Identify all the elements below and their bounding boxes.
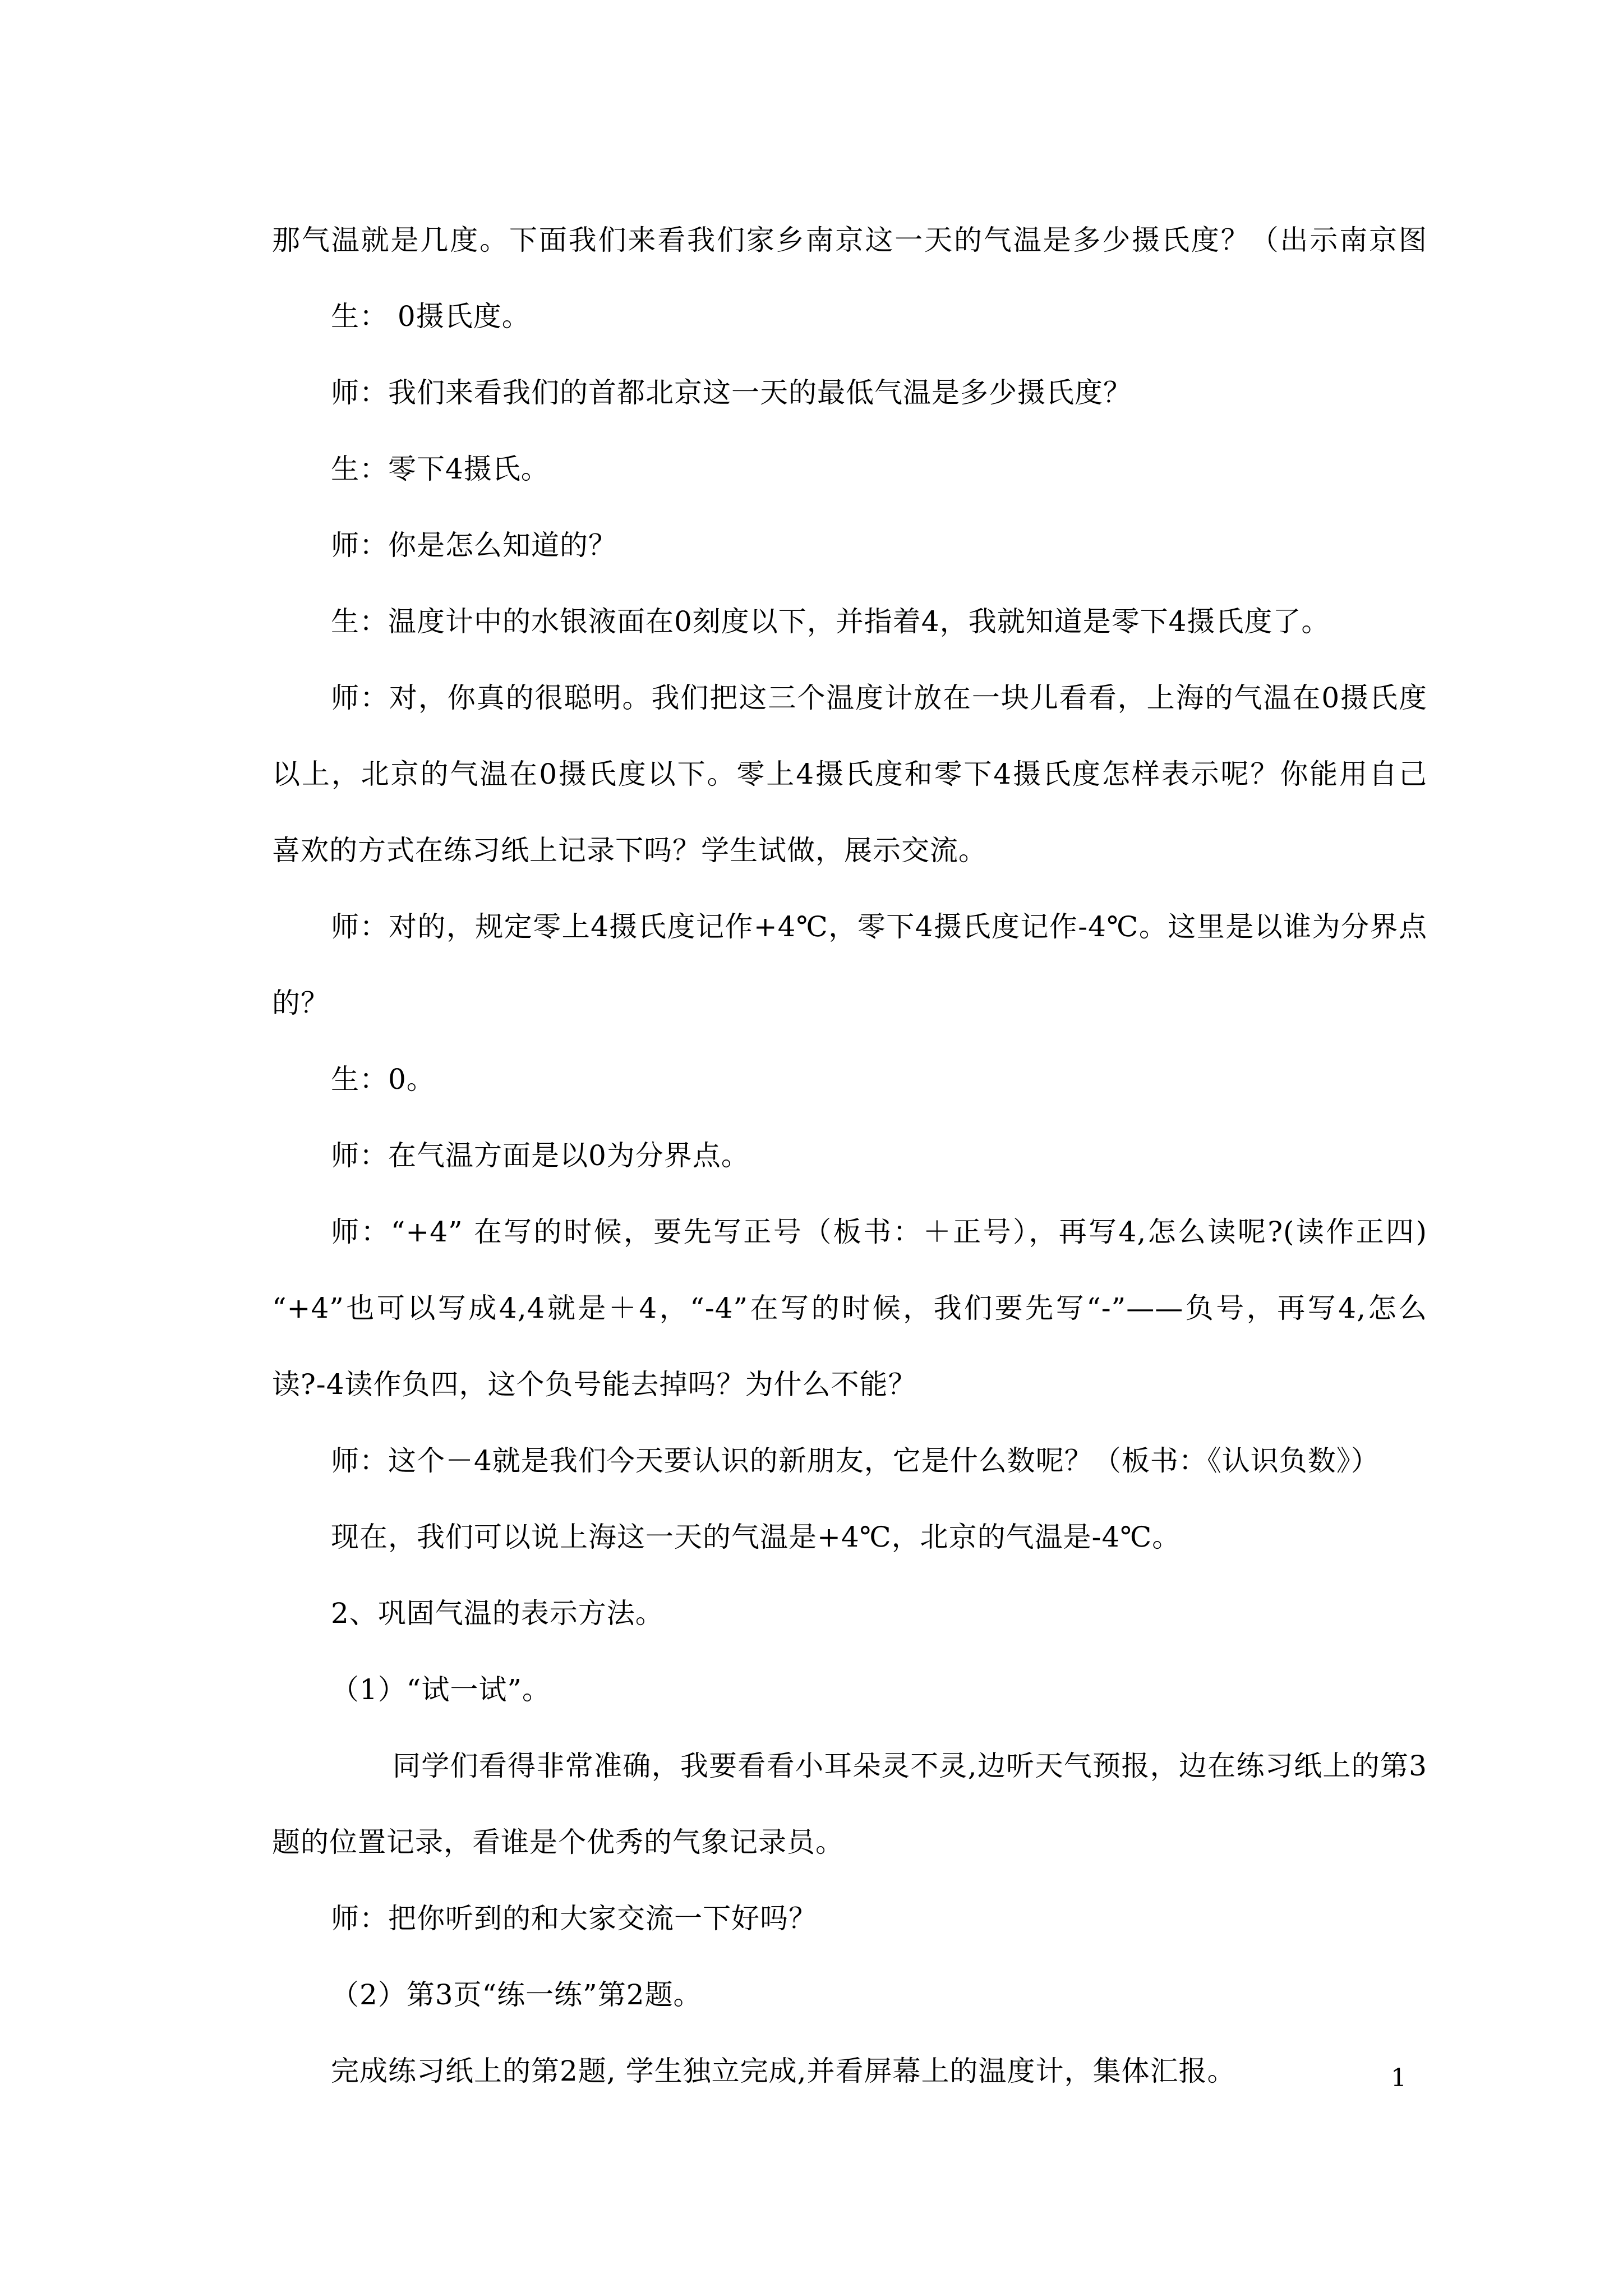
- paragraph-line: “+4”也可以写成4,4就是＋4，“-4”在写的时候，我们要先写“-”——负号，再写4,怎么: [272, 1292, 1427, 1324]
- paragraph-line: 师：我们来看我们的首都北京这一天的最低气温是多少摄氏度？: [331, 376, 1132, 409]
- paragraph-line: 师：这个－4就是我们今天要认识的新朋友，它是什么数呢？（板书：《认识负数》）: [331, 1444, 1380, 1477]
- paragraph-line: 的？: [272, 987, 329, 1019]
- paragraph-line: 生：零下4摄氏。: [331, 453, 550, 485]
- paragraph-line: 师：在气温方面是以0为分界点。: [331, 1139, 750, 1172]
- paragraph-line: 同学们看得非常准确，我要看看小耳朵灵不灵,边听天气预报，边在练习纸上的第3: [393, 1750, 1427, 1782]
- paragraph-line: 喜欢的方式在练习纸上记录下吗？学生试做，展示交流。: [272, 834, 987, 867]
- paragraph-line: 以上，北京的气温在0摄氏度以下。零上4摄氏度和零下4摄氏度怎样表示呢？你能用自己: [272, 758, 1427, 790]
- paragraph-line: 2、巩固气温的表示方法。: [331, 1597, 664, 1630]
- paragraph-line: 现在，我们可以说上海这一天的气温是+4℃，北京的气温是-4℃。: [331, 1521, 1181, 1553]
- paragraph-line: 师：你是怎么知道的？: [331, 529, 617, 562]
- paragraph-line: 师：把你听到的和大家交流一下好吗？: [331, 1902, 817, 1935]
- paragraph-line: 师：对的，规定零上4摄氏度记作+4℃，零下4摄氏度记作-4℃。这里是以谁为分界点: [331, 910, 1427, 943]
- paragraph-line: 生：0。: [331, 1063, 435, 1096]
- paragraph-line: （2）第3页“练一练”第2题。: [331, 1978, 702, 2011]
- document-body: [272, 202, 1427, 2109]
- paragraph-line: 读?-4读作负四，这个负号能去掉吗？为什么不能？: [272, 1368, 917, 1401]
- page-number: 1: [1391, 2064, 1407, 2092]
- paragraph-line: 生： 0摄氏度。: [331, 300, 531, 333]
- paragraph-line: 那气温就是几度。下面我们来看我们家乡南京这一天的气温是多少摄氏度？（出示南京图: [272, 224, 1427, 256]
- paragraph-line: 题的位置记录，看谁是个优秀的气象记录员。: [272, 1826, 844, 1858]
- paragraph-line: 师：对，你真的很聪明。我们把这三个温度计放在一块儿看看，上海的气温在0摄氏度: [331, 682, 1427, 714]
- paragraph-line: 生：温度计中的水银液面在0刻度以下，并指着4，我就知道是零下4摄氏度了。: [331, 605, 1330, 638]
- paragraph-line: （1）“试一试”。: [331, 1673, 551, 1706]
- paragraph-line: 完成练习纸上的第2题, 学生独立完成,并看屏幕上的温度计，集体汇报。: [331, 2055, 1236, 2087]
- paragraph-line: 师：“+4” 在写的时候，要先写正号（板书：＋正号），再写4,怎么读呢?(读作正四): [331, 1216, 1427, 1248]
